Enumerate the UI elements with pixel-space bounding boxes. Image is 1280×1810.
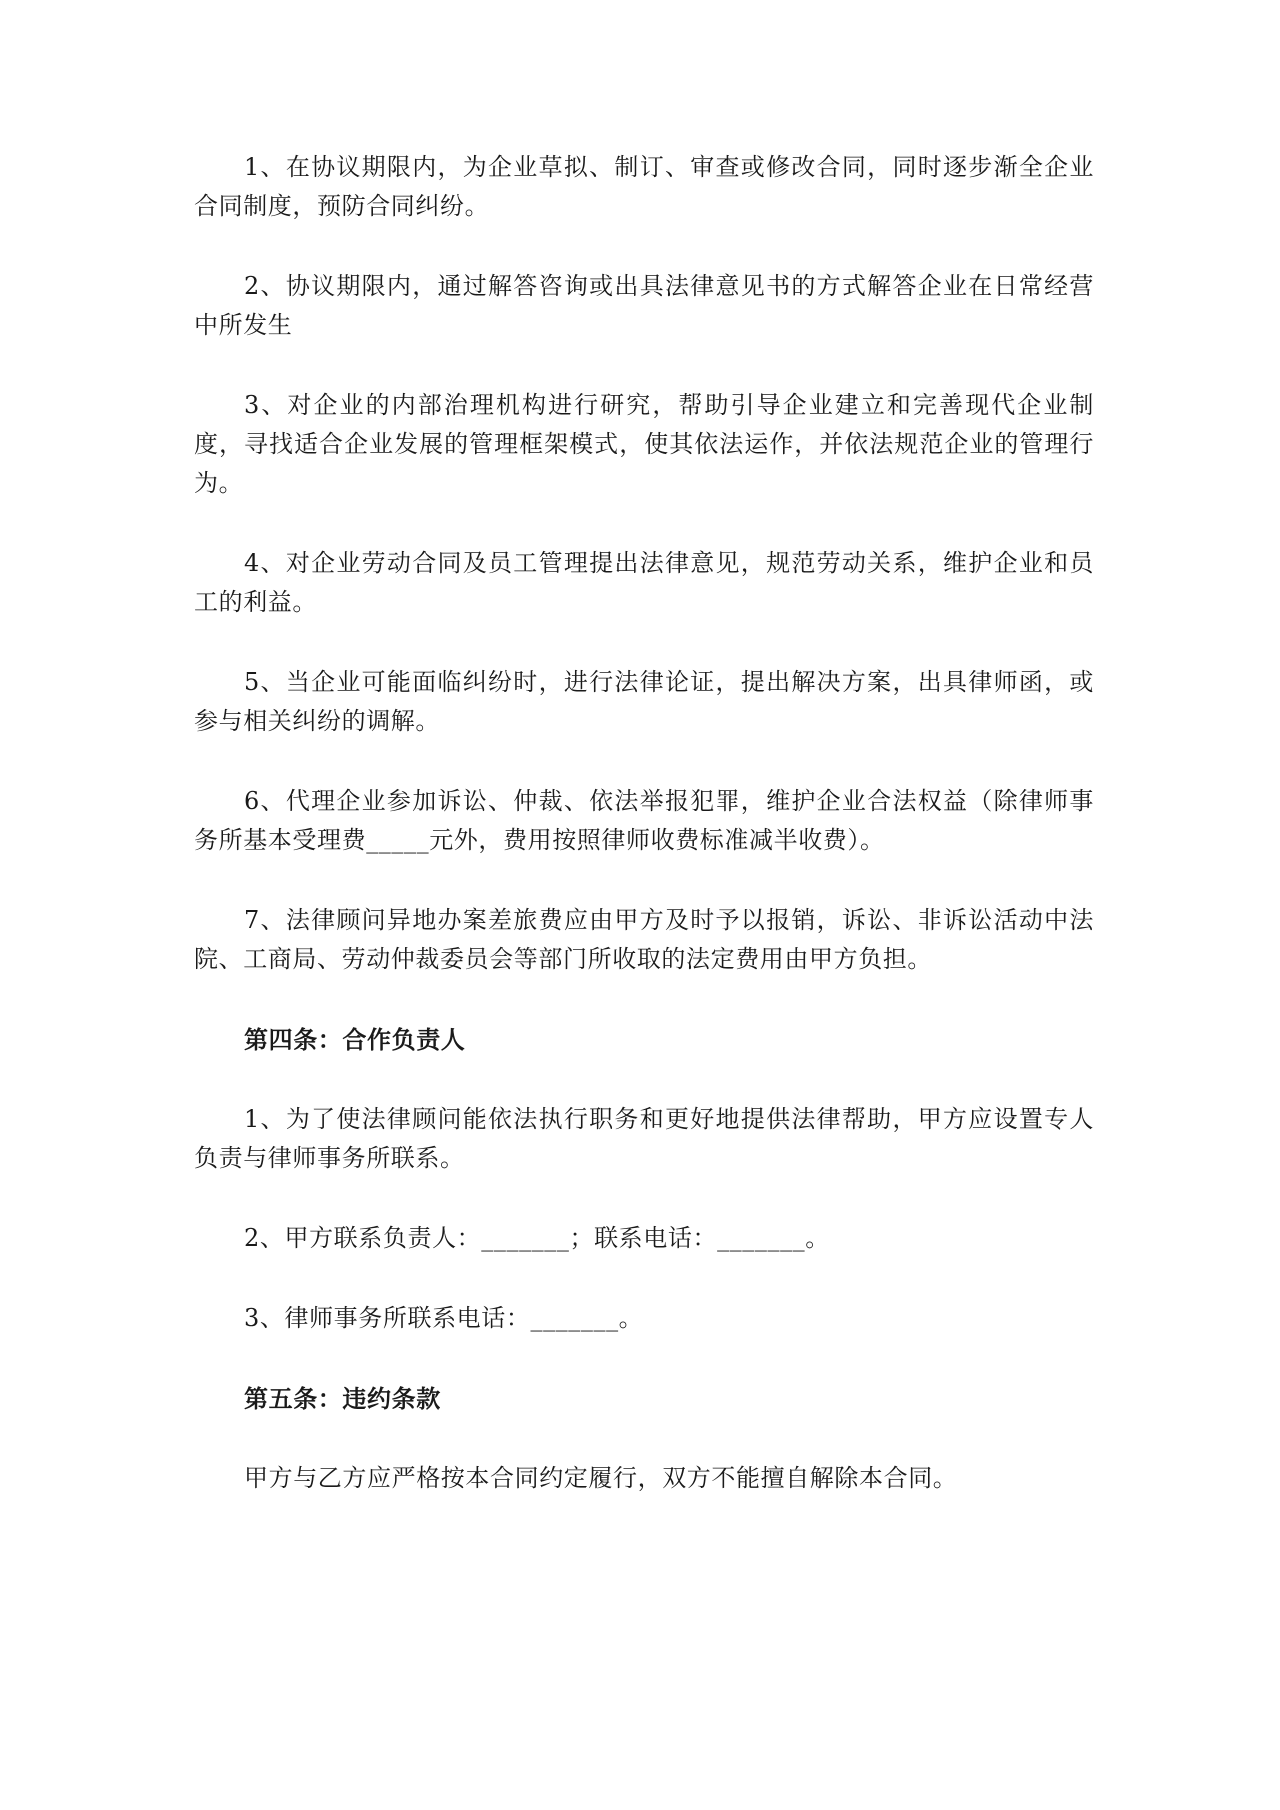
- article-4-item-1: 1、为了使法律顾问能依法执行职务和更好地提供法律帮助，甲方应设置专人负责与律师事务所联系。: [194, 1105, 1094, 1172]
- clause-item-7: 7、法律顾问异地办案差旅费应由甲方及时予以报销，诉讼、非诉讼活动中法院、工商局、劳动仲裁委员会等部门所收取的法定费用由甲方负担。: [194, 906, 1094, 973]
- clause-item-3: 3、对企业的内部治理机构进行研究，帮助引导企业建立和完善现代企业制度，寻找适合企业发展的管理框架模式，使其依法运作，并依法规范企业的管理行为。: [194, 391, 1094, 497]
- article-5-body: 甲方与乙方应严格按本合同约定履行，双方不能擅自解除本合同。: [244, 1464, 958, 1492]
- article-4-item-2: 2、甲方联系负责人：_______；联系电话：_______。: [244, 1224, 830, 1252]
- article-4-item-3: 3、律师事务所联系电话：_______。: [244, 1304, 644, 1332]
- clause-item-4: 4、对企业劳动合同及员工管理提出法律意见，规范劳动关系，维护企业和员工的利益。: [194, 549, 1094, 616]
- document-body: [194, 148, 1094, 1748]
- clause-item-1: 1、在协议期限内，为企业草拟、制订、审查或修改合同，同时逐步渐全企业合同制度，预防合同纠纷。: [194, 153, 1094, 220]
- section-heading-article-4: 第四条：合作负责人: [244, 1025, 466, 1054]
- clause-item-5: 5、当企业可能面临纠纷时，进行法律论证，提出解决方案，出具律师函，或参与相关纠纷的调解。: [194, 668, 1094, 735]
- section-heading-article-5: 第五条：违约条款: [244, 1384, 441, 1413]
- clause-item-2: 2、协议期限内，通过解答咨询或出具法律意见书的方式解答企业在日常经营中所发生: [194, 272, 1094, 339]
- clause-item-6: 6、代理企业参加诉讼、仲裁、依法举报犯罪，维护企业合法权益（除律师事务所基本受理费_____元外，费用按照律师收费标准减半收费）。: [194, 787, 1094, 854]
